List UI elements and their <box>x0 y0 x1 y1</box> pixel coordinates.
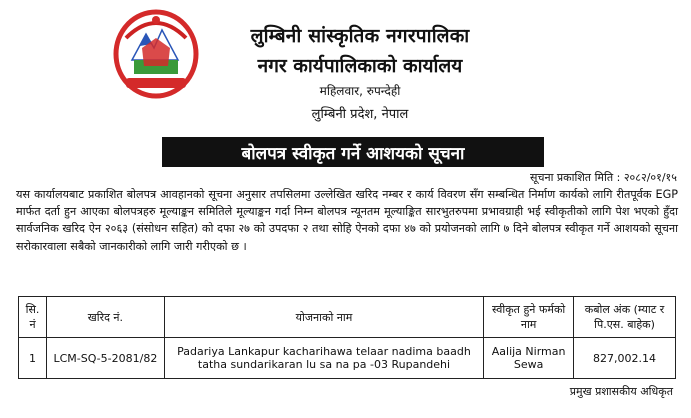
col-amount: कबोल अंक (म्याट र पि.एस. बाहेक) <box>574 297 676 338</box>
tender-table <box>18 296 676 379</box>
notice-paragraph: यस कार्यालयबाट प्रकाशित बोलपत्र आवहानको सूचना अनुसार तपसिलमा उल्लेखित खरिद नम्बर र कार्य विवरण सँग सम्बन्धित निर्माण कार्यको लागि रीतपूर्वक EGP मार्फत दर्ता हुन आएका बोलपत्रहरु मूल्याङ्कन समितिले मूल्याङ्कन गर्दा निम्न बोलपत्र न्यूनतम मूल्याङ्कित सारभुतरुपमा प्रभावग्राही भई स्वीकृतीको लागि पेश भएको हुँदा सार्वजनिक खरिद ऐन २०६३ (संसोधन सहित) को दफा २७ को उपदफा २ तथा सोहि ऐनको दफा ४७ को प्रयोजनको लागि ७ दिने बोलपत्र स्वीकृत गर्ने आशयको सूचना सरोकारवाला सबैको जानकारीको लागि जारी गरीएको छ । <box>16 188 678 253</box>
cell-sn: 1 <box>19 338 47 379</box>
col-code: खरिद नं. <box>46 297 164 338</box>
col-project: योजनाको नाम <box>164 297 483 338</box>
col-sn: सि. नं <box>19 297 47 338</box>
cell-amount: 827,002.14 <box>574 338 676 379</box>
table-row <box>19 338 676 379</box>
office-province: लुम्बिनी प्रदेश, नेपाल <box>311 107 409 122</box>
notice-title: बोलपत्र स्वीकृत गर्ने आशयको सूचना <box>162 137 544 167</box>
cell-firm: Aalija Nirman Sewa <box>484 338 574 379</box>
office-name: लुम्बिनी सांस्कृतिक नगरपालिका <box>250 25 470 47</box>
col-firm: स्वीकृत हुने फर्मको नाम <box>484 297 574 338</box>
office-address: महिलवार, रुपन्देही <box>319 84 401 98</box>
cell-code: LCM-SQ-5-2081/82 <box>46 338 164 379</box>
table-header-row <box>19 297 676 338</box>
publish-date: सूचना प्रकाशित मिति : २०८२/०१/१५ <box>530 171 677 184</box>
office-subtitle: नगर कार्यपालिकाको कार्यालय <box>257 55 463 77</box>
signature: प्रमुख प्रशासकीय अधिकृत <box>569 385 673 398</box>
cell-project: Padariya Lankapur kacharihawa telaar nadima baadh tatha sundarikaran lu sa na pa -03 Rupandehi <box>164 338 483 379</box>
nepal-emblem-icon <box>112 8 200 100</box>
notice-body <box>16 186 678 255</box>
